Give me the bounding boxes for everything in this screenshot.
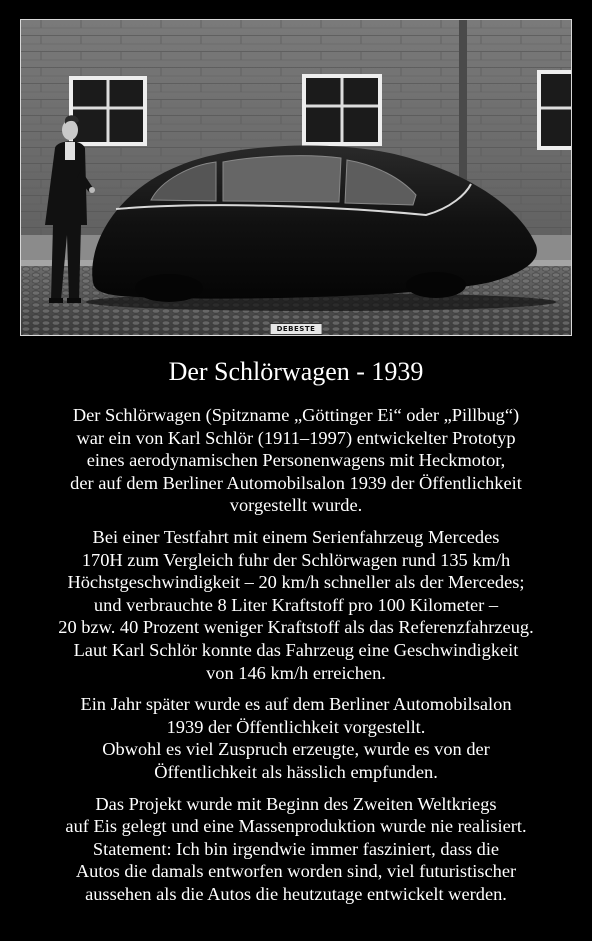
text-line: Öffentlichkeit als hässlich empfunden. (154, 761, 438, 782)
text-line: auf Eis gelegt und eine Massenproduktion wurde nie realisiert. (65, 816, 527, 837)
text-line: 20 bzw. 40 Prozent weniger Kraftstoff als das Referenzfahrzeug. (58, 617, 534, 638)
text-line: eines aerodynamischen Personenwagens mit Heckmotor, (86, 450, 506, 471)
text-line: Ein Jahr später wurde es auf dem Berliner Automobilsalon (80, 694, 512, 715)
text-line: 170H zum Vergleich fuhr der Schlörwagen rund 135 km/h (81, 549, 511, 570)
text-line: Das Projekt wurde mit Beginn des Zweiten Weltkriegs (95, 793, 497, 814)
window (69, 76, 147, 146)
paragraph (0, 404, 592, 517)
text-line: aussehen als die Autos die heutzutage entwickelt werden. (85, 883, 507, 904)
text-line: Der Schlörwagen (Spitzname „Göttinger Ei“ oder „Pillbug“) (72, 405, 520, 425)
window (302, 74, 382, 146)
text-line: war ein von Karl Schlör (1911–1997) entwickelter Prototyp (76, 427, 516, 448)
text-line: 1939 der Öffentlichkeit vorgestellt. (166, 716, 426, 737)
post-title: Der Schlörwagen - 1939 (168, 357, 424, 386)
text-line: Bei einer Testfahrt mit einem Serienfahrzeug Mercedes (92, 526, 500, 547)
text-line: Autos die damals entworfen worden sind, viel futuristischer (75, 861, 517, 882)
paragraph (0, 693, 592, 783)
car-photo (20, 19, 572, 336)
watermark-badge: DEBESTE (270, 323, 323, 335)
paragraph (0, 793, 592, 906)
text-line: der auf dem Berliner Automobilsalon 1939 der Öffentlichkeit (70, 472, 522, 493)
text-line: Obwohl es viel Zuspruch erzeugte, wurde es von der (102, 739, 490, 760)
text-line: Statement: Ich bin irgendwie immer fasziniert, dass die (92, 838, 500, 859)
text-line: Höchstgeschwindigkeit – 20 km/h schneller als der Mercedes; (67, 572, 525, 593)
text-line: von 146 km/h erreichen. (206, 662, 386, 683)
photo-illustration (21, 20, 571, 335)
paragraph (0, 526, 592, 684)
text-line: Laut Karl Schlör konnte das Fahrzeug eine Geschwindigkeit (73, 639, 519, 660)
post-body (0, 404, 592, 914)
text-line: vorgestellt wurde. (229, 495, 363, 516)
window (537, 70, 571, 150)
text-line: und verbrauchte 8 Liter Kraftstoff pro 100 Kilometer – (93, 594, 499, 615)
